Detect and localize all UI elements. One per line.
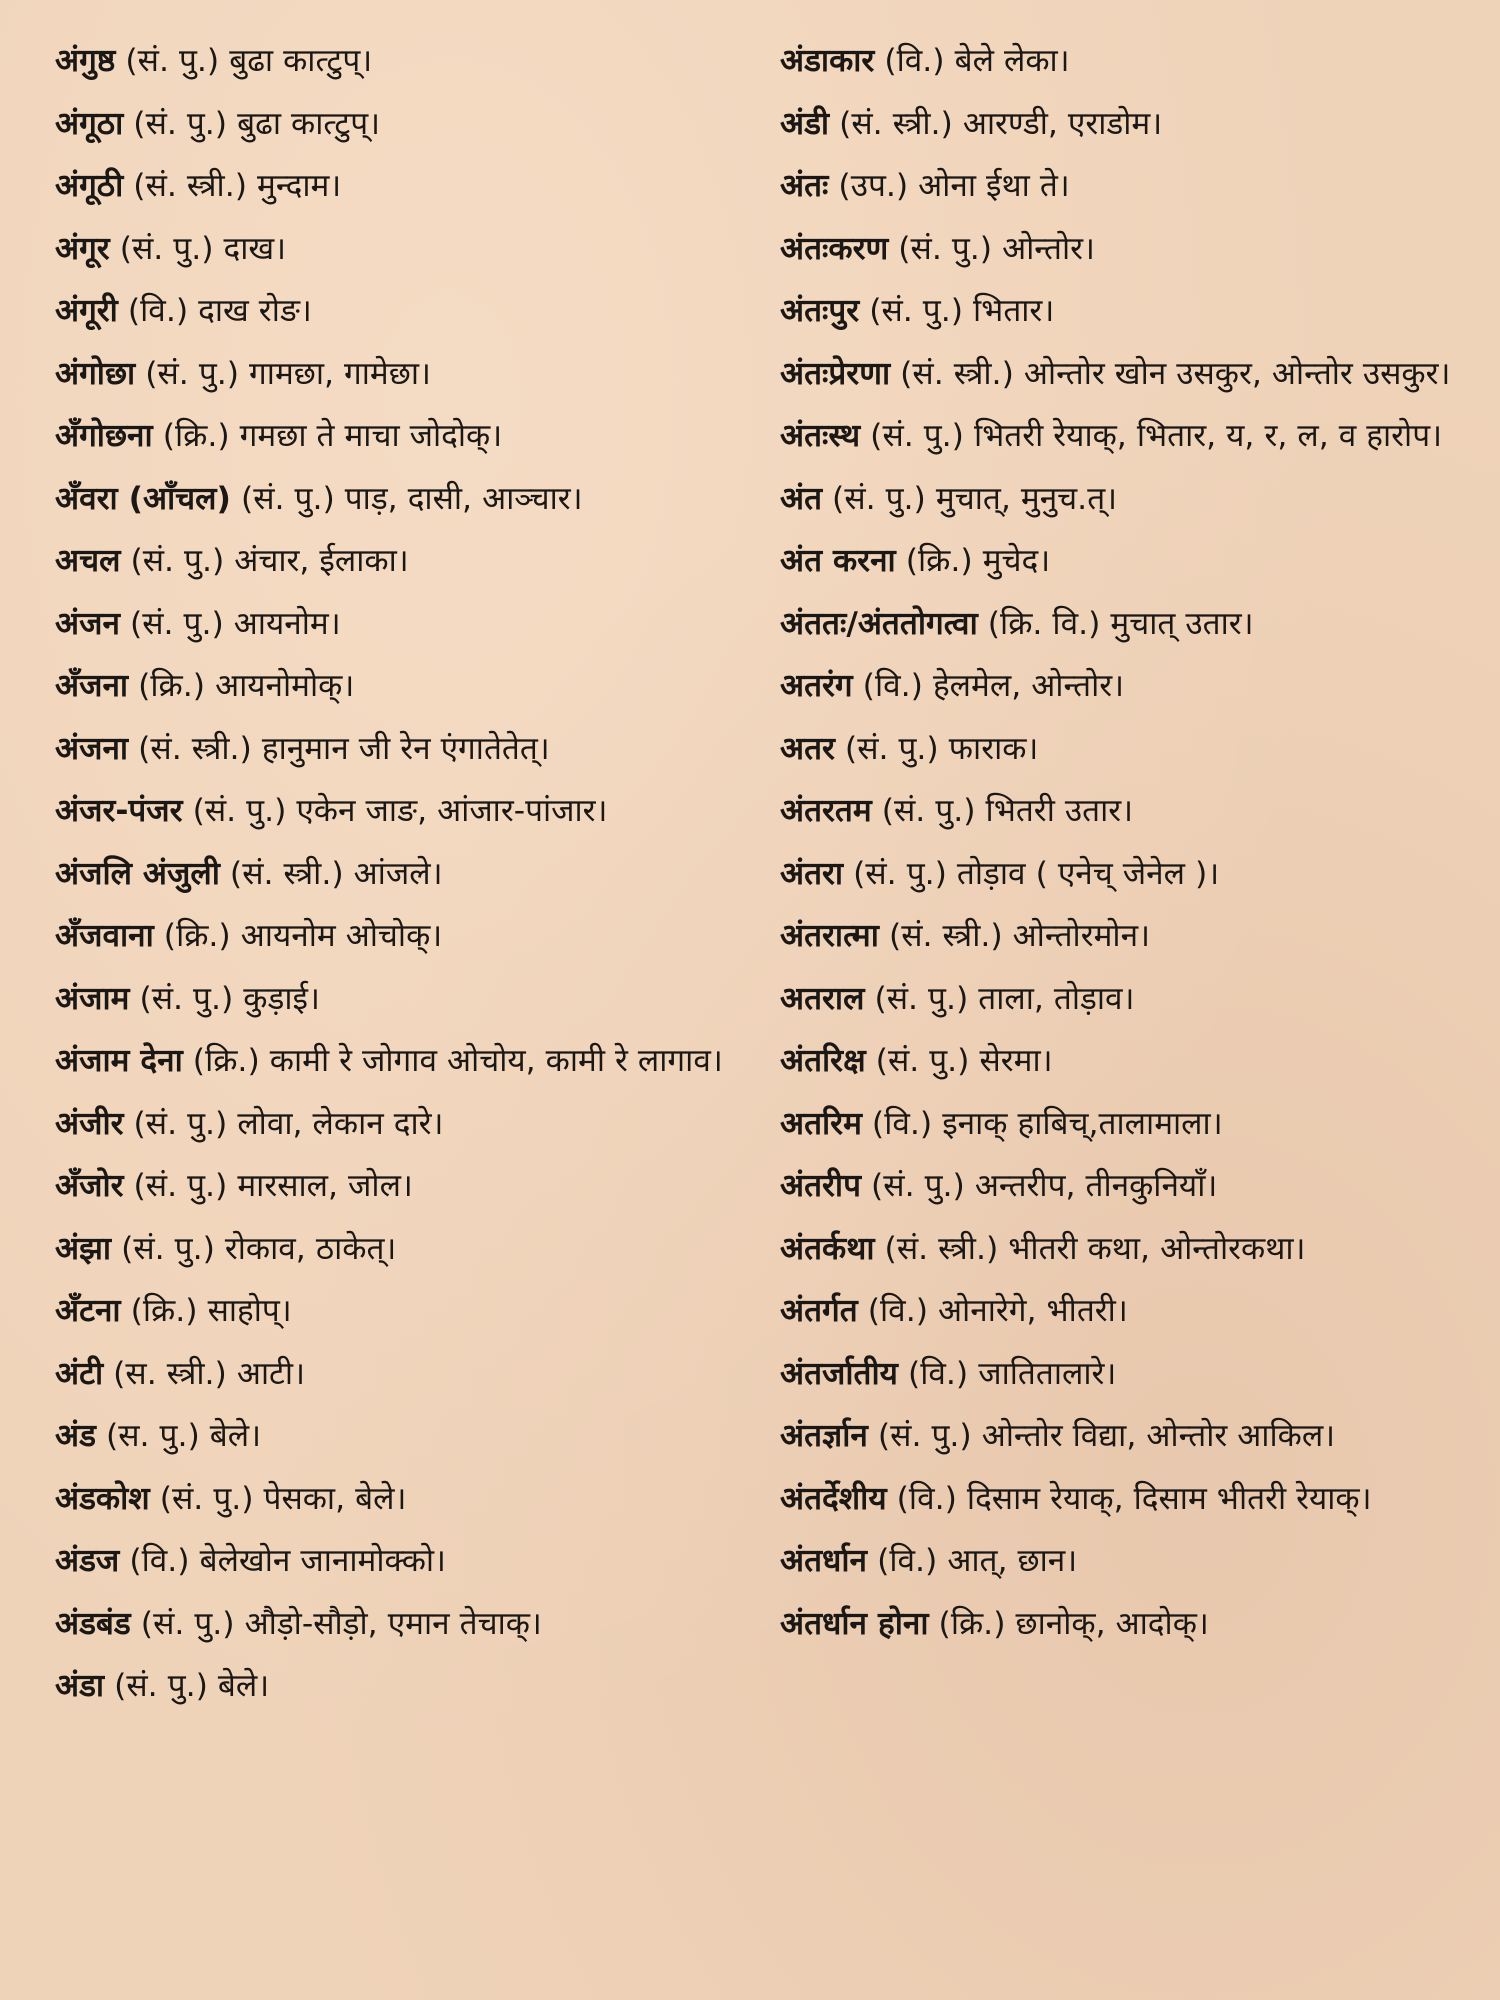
entry-definition: पेसका, बेले। (263, 1480, 407, 1517)
entry-headword: अंत करना (780, 543, 896, 579)
dictionary-entry (780, 468, 1485, 531)
entry-definition: आटी। (236, 1355, 306, 1392)
entry-grammar: (सं. स्त्री.) (133, 168, 247, 204)
entry-headword: अंडकोश (55, 1480, 150, 1517)
entry-grammar: (सं. पु.) (140, 1605, 235, 1642)
entry-grammar: (सं. पु.) (133, 1168, 228, 1204)
entry-headword: अंटी (55, 1355, 104, 1392)
dictionary-entry (55, 1593, 755, 1656)
dictionary-entry (780, 1593, 1485, 1656)
entry-headword: अंतर्देशीय (780, 1480, 887, 1517)
entry-grammar: (सं. पु.) (870, 418, 964, 454)
entry-definition: कुड़ाई। (243, 980, 320, 1017)
entry-headword: अंझा (55, 1230, 112, 1267)
entry-grammar: (सं. पु.) (119, 230, 214, 267)
dictionary-entry (780, 780, 1485, 843)
entry-grammar: (सं. पु.) (832, 480, 926, 517)
entry-grammar: (वि.) (127, 293, 189, 329)
entry-definition: आयनोम ओचोक्। (240, 918, 443, 954)
entry-headword: अचल (55, 543, 121, 579)
dictionary-entry (780, 1405, 1485, 1468)
entry-grammar: (सं. पु.) (240, 480, 335, 517)
dictionary-entry (55, 1093, 755, 1156)
dictionary-entry (780, 843, 1485, 906)
entry-headword: अंत (780, 480, 823, 517)
entry-grammar: (सं. पु.) (159, 1480, 254, 1517)
dictionary-entry (55, 1280, 755, 1343)
entry-definition: ओन्तोर। (1002, 230, 1095, 267)
entry-headword: अंतरतम (780, 793, 872, 829)
entry-grammar: (क्रि.) (138, 668, 206, 704)
entry-grammar: (सं. स्त्री.) (900, 355, 1014, 392)
entry-headword: अंडा (55, 1668, 105, 1704)
dictionary-entry (780, 1030, 1485, 1093)
entry-definition: पाड़, दासी, आञ्चार। (344, 480, 583, 517)
entry-definition: दिसाम रेयाक्, दिसाम भीतरी रेयाक्। (966, 1480, 1372, 1517)
dictionary-entry (55, 718, 755, 781)
dictionary-entry (780, 1468, 1485, 1531)
entry-headword: अंतःकरण (780, 230, 889, 267)
dictionary-entry (55, 1468, 755, 1531)
dictionary-entry (780, 905, 1485, 968)
dictionary-entry (780, 655, 1485, 718)
entry-definition: साहोप्। (207, 1293, 292, 1329)
entry-grammar: (वि.) (862, 668, 923, 704)
entry-headword: अंतर्ज्ञान (780, 1418, 868, 1454)
entry-definition: ओन्तोर खोन उसकुर, ओन्तोर उसकुर। (1023, 355, 1451, 392)
entry-headword: अँजना (55, 668, 129, 704)
dictionary-entry (780, 1093, 1485, 1156)
entry-definition: अंचार, ईलाका। (234, 543, 409, 579)
entry-definition: औड़ो-सौड़ो, एमान तेचाक्। (244, 1605, 542, 1642)
entry-definition: फाराक। (948, 730, 1039, 767)
entry-definition: आंजले। (353, 855, 443, 892)
entry-definition: बेले। (209, 1418, 262, 1454)
entry-definition: ओन्तोरमोन। (1012, 918, 1151, 954)
dictionary-entry (55, 1405, 755, 1468)
entry-headword: अंतरीप (780, 1168, 861, 1204)
entry-grammar: (वि.) (871, 1105, 933, 1142)
entry-grammar: (सं. पु.) (898, 230, 993, 267)
entry-definition: सेरमा। (979, 1043, 1053, 1079)
entry-grammar: (सं. पु.) (114, 1668, 208, 1704)
entry-grammar: (सं. पु.) (869, 293, 963, 329)
entry-grammar: (सं. स्त्री.) (839, 105, 953, 142)
dictionary-entry (55, 93, 755, 156)
dictionary-entry (780, 968, 1485, 1031)
dictionary-entry (55, 843, 755, 906)
entry-grammar: (स. पु.) (105, 1418, 200, 1454)
entry-grammar: (सं. पु.) (881, 793, 976, 829)
entry-headword: अंजन (55, 605, 120, 642)
entry-headword: अतराल (780, 980, 865, 1017)
entry-definition: बेलेखोन जानामोक्को। (199, 1543, 446, 1579)
entry-definition: छानोक्, आदोक्। (1015, 1605, 1209, 1642)
entry-headword: अंड (55, 1418, 96, 1454)
entry-definition: आत्, छान। (947, 1543, 1078, 1579)
dictionary-entry (55, 1030, 755, 1093)
entry-headword: अंडज (55, 1543, 120, 1579)
entry-headword: अंतर्जातीय (780, 1355, 898, 1392)
entry-headword: अंतरात्मा (780, 918, 879, 954)
entry-grammar: (क्रि. वि.) (987, 605, 1101, 642)
entry-headword: अंजर-पंजर (55, 793, 183, 829)
dictionary-entry (55, 30, 755, 93)
dictionary-entry (780, 718, 1485, 781)
entry-definition: मारसाल, जोल। (237, 1168, 413, 1204)
entry-headword: अंजाम (55, 980, 130, 1017)
entry-headword: अंततः/अंततोगत्वा (780, 605, 978, 642)
entry-definition: ओनारेगे, भीतरी। (938, 1293, 1128, 1329)
entry-definition: हेलमेल, ओन्तोर। (932, 668, 1125, 704)
right-column (780, 30, 1485, 1655)
dictionary-entry (780, 93, 1485, 156)
entry-definition: भितार। (973, 293, 1055, 329)
entry-grammar: (वि.) (884, 43, 945, 79)
entry-grammar: (सं. स्त्री.) (229, 855, 344, 892)
entry-headword: अंडी (780, 105, 830, 142)
entry-definition: मुन्दाम। (257, 168, 342, 204)
dictionary-entry (780, 30, 1485, 93)
dictionary-entry (780, 530, 1485, 593)
left-column (55, 30, 755, 1718)
entry-grammar: (वि.) (129, 1543, 190, 1579)
entry-headword: अंतरिक्ष (780, 1043, 866, 1079)
entry-grammar: (सं. पु.) (145, 355, 240, 392)
entry-definition: लोवा, लेकान दारे। (237, 1105, 444, 1142)
entry-definition: अन्तरीप, तीनकुनियाँ। (974, 1168, 1218, 1204)
entry-definition: एकेन जाङ, आंजार-पांजार। (296, 793, 608, 829)
dictionary-entry (780, 593, 1485, 656)
entry-definition: भितरी रेयाक्, भितार, य, र, ल, व हारोप। (973, 418, 1443, 454)
entry-headword: अंजलि अंजुली (55, 855, 220, 892)
entry-grammar: (सं. पु.) (192, 793, 287, 829)
entry-grammar: (क्रि.) (938, 1605, 1006, 1642)
dictionary-entry (780, 405, 1485, 468)
dictionary-entry (780, 1343, 1485, 1406)
entry-headword: अंतःस्थ (780, 418, 861, 454)
dictionary-entry (780, 1280, 1485, 1343)
entry-definition: बुढा कात्टुप्। (229, 43, 373, 79)
dictionary-entry (780, 280, 1485, 343)
entry-definition: मुचात् उतार। (1110, 605, 1254, 642)
dictionary-entry (780, 343, 1485, 406)
entry-definition: दाख रोङ। (198, 293, 312, 329)
entry-grammar: (सं. पु.) (133, 105, 228, 142)
dictionary-entry (55, 530, 755, 593)
entry-grammar: (सं. पु.) (874, 980, 969, 1017)
entry-definition: गमछा ते माचा जोदोक्। (239, 418, 503, 454)
entry-definition: मुचेद। (982, 543, 1051, 579)
entry-grammar: (स. स्त्री.) (113, 1355, 227, 1392)
entry-definition: आयनोम। (233, 605, 341, 642)
entry-definition: तोड़ाव ( एनेच् जेनेल )। (956, 855, 1220, 892)
entry-headword: अंगूठी (55, 168, 124, 204)
entry-definition: ताला, तोड़ाव। (978, 980, 1135, 1017)
dictionary-entry (55, 780, 755, 843)
entry-grammar: (सं. पु.) (130, 543, 225, 579)
entry-grammar: (क्रि.) (163, 918, 231, 954)
entry-definition: कामी रे जोगाव ओचोय, कामी रे लागाव। (269, 1043, 723, 1079)
dictionary-entry (780, 1218, 1485, 1281)
dictionary-entry (55, 343, 755, 406)
entry-grammar: (सं. पु.) (133, 1105, 228, 1142)
entry-headword: अंजना (55, 730, 129, 767)
entry-grammar: (सं. पु.) (125, 43, 220, 79)
entry-headword: अंडाकार (780, 43, 875, 79)
entry-headword: अंजाम देना (55, 1043, 183, 1079)
entry-headword: अँजवाना (55, 918, 154, 954)
entry-headword: अंतर्गत (780, 1293, 858, 1329)
dictionary-entry (55, 905, 755, 968)
entry-headword: अंजीर (55, 1105, 124, 1142)
dictionary-entry (55, 405, 755, 468)
entry-headword: अँवरा (आँचल) (55, 480, 231, 517)
entry-headword: अँजोर (55, 1168, 124, 1204)
dictionary-entry (780, 218, 1485, 281)
entry-grammar: (क्रि.) (130, 1293, 198, 1329)
entry-definition: रोकाव, ठाकेत्। (224, 1230, 397, 1267)
dictionary-entry (780, 1155, 1485, 1218)
entry-grammar: (उप.) (838, 168, 909, 204)
entry-definition: बेले। (217, 1668, 270, 1704)
entry-grammar: (सं. पु.) (877, 1418, 972, 1454)
dictionary-entry (780, 155, 1485, 218)
entry-headword: अँगोछना (55, 418, 153, 454)
entry-definition: दाख। (223, 230, 287, 267)
entry-headword: अंगुष्ठ (55, 43, 116, 79)
entry-grammar: (क्रि.) (905, 543, 973, 579)
dictionary-entry (55, 968, 755, 1031)
entry-headword: अंगूर (55, 230, 110, 267)
entry-grammar: (वि.) (896, 1480, 957, 1517)
entry-grammar: (सं. स्त्री.) (884, 1230, 999, 1267)
entry-headword: अंतः (780, 168, 829, 204)
dictionary-entry (55, 1530, 755, 1593)
entry-definition: बुढा कात्टुप्। (237, 105, 381, 142)
entry-grammar: (क्रि.) (162, 418, 230, 454)
entry-grammar: (सं. स्त्री.) (138, 730, 252, 767)
entry-grammar: (सं. पु.) (129, 605, 224, 642)
entry-headword: अंतरा (780, 855, 844, 892)
entry-definition: गामछा, गामेछा। (249, 355, 431, 392)
entry-headword: अतर (780, 730, 835, 767)
entry-headword: अंतःप्रेरणा (780, 355, 891, 392)
entry-definition: भितरी उतार। (985, 793, 1134, 829)
entry-definition: इनाक् हाबिच्,तालामाला। (942, 1105, 1223, 1142)
entry-grammar: (सं. पु.) (853, 855, 947, 892)
entry-headword: अंतर्कथा (780, 1230, 875, 1267)
entry-definition: बेले लेका। (954, 43, 1070, 79)
entry-grammar: (सं. पु.) (870, 1168, 965, 1204)
entry-grammar: (सं. पु.) (844, 730, 939, 767)
entry-headword: अँटना (55, 1293, 121, 1329)
entry-definition: जातितालारे। (978, 1355, 1117, 1392)
entry-grammar: (वि.) (867, 1293, 928, 1329)
entry-grammar: (सं. पु.) (875, 1043, 970, 1079)
dictionary-entry (55, 468, 755, 531)
entry-grammar: (सं. पु.) (121, 1230, 215, 1267)
entry-headword: अंतःपुर (780, 293, 860, 329)
entry-definition: भीतरी कथा, ओन्तोरकथा। (1008, 1230, 1306, 1267)
entry-definition: आरण्डी, एराडोम। (962, 105, 1163, 142)
dictionary-entry (55, 1155, 755, 1218)
dictionary-entry (55, 1343, 755, 1406)
entry-definition: ओना ईथा ते। (918, 168, 1070, 204)
dictionary-entry (780, 1530, 1485, 1593)
entry-grammar: (वि.) (907, 1355, 969, 1392)
entry-definition: हानुमान जी रेन एंगातेतेत्। (261, 730, 550, 767)
dictionary-entry (55, 655, 755, 718)
entry-grammar: (क्रि.) (192, 1043, 260, 1079)
entry-headword: अंगूठा (55, 105, 124, 142)
dictionary-entry (55, 593, 755, 656)
entry-headword: अंडबंड (55, 1605, 131, 1642)
entry-grammar: (सं. पु.) (139, 980, 234, 1017)
entry-headword: अंगूरी (55, 293, 118, 329)
entry-grammar: (वि.) (877, 1543, 938, 1579)
dictionary-entry (55, 155, 755, 218)
entry-grammar: (सं. स्त्री.) (888, 918, 1003, 954)
entry-headword: अतरिम (780, 1105, 862, 1142)
entry-headword: अंतर्धान होना (780, 1605, 929, 1642)
dictionary-entry (55, 1218, 755, 1281)
dictionary-entry (55, 280, 755, 343)
entry-definition: आयनोमोक्। (215, 668, 355, 704)
entry-definition: मुचात्, मुनुच.त्। (935, 480, 1118, 517)
dictionary-entry (55, 218, 755, 281)
entry-definition: ओन्तोर विद्या, ओन्तोर आकिल। (981, 1418, 1336, 1454)
entry-headword: अतरंग (780, 668, 853, 704)
dictionary-entry (55, 1655, 755, 1718)
entry-headword: अंगोछा (55, 355, 136, 392)
entry-headword: अंतर्धान (780, 1543, 868, 1579)
